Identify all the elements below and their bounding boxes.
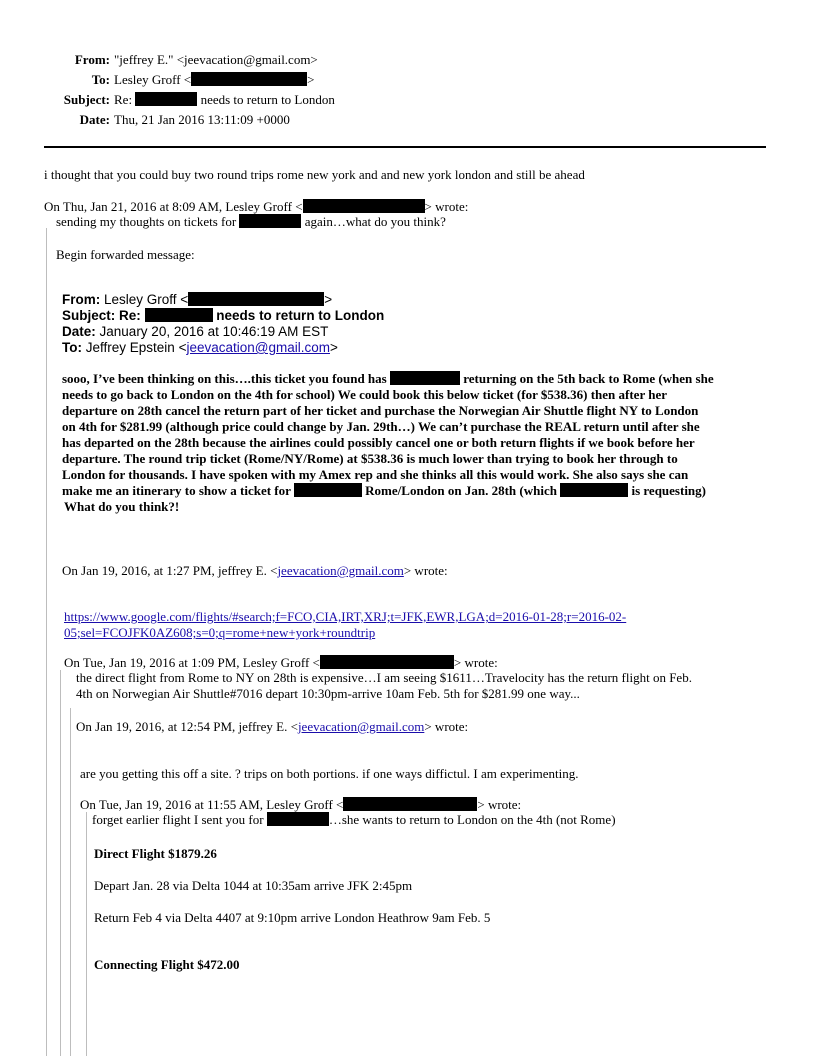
quote-bar-level-2 xyxy=(60,670,61,1056)
body-line: i thought that you could buy two round trips rome new york and and new york london and still be ahead xyxy=(44,167,585,182)
bold-line-8 xyxy=(62,483,706,499)
flights-url-line2[interactable]: 05;sel=FCOJFK0AZ608;s=0;q=rome+new+york+roundtrip xyxy=(64,625,376,640)
quote5-line1-prefix: forget earlier flight I sent you for xyxy=(92,812,264,827)
bold-line-4: on 4th for $281.99 (although price could change by Jan. 29th…) We can’t purchase the REAL return until after she xyxy=(62,419,700,434)
bold-line-3: departure on 28th cancel the return part of her ticket and purchase the Norwegian Air Shuttle flight NY to London xyxy=(62,403,699,418)
fwd-subject xyxy=(62,308,384,323)
fwd-from-label: From: xyxy=(62,292,101,307)
bold-line-5: has departed on the 28th because the airlines could possibly cancel one or both return flights if we book before her xyxy=(62,435,695,450)
fwd-subject-label: Subject: Re: xyxy=(62,308,141,323)
begin-forwarded: Begin forwarded message: xyxy=(56,247,195,262)
quote3-attrib-prefix: On Tue, Jan 19, 2016 at 1:09 PM, Lesley Groff < xyxy=(64,655,320,670)
redaction-box xyxy=(320,655,454,669)
quote4-attrib-prefix: On Jan 19, 2016, at 12:54 PM, jeffrey E. < xyxy=(76,719,298,734)
to-value xyxy=(114,72,314,88)
quote5-attrib-prefix: On Tue, Jan 19, 2016 at 11:55 AM, Lesley Groff < xyxy=(80,797,344,812)
quote1-attrib-suffix: > wrote: xyxy=(424,199,469,214)
to-value-prefix: Lesley Groff < xyxy=(114,72,192,87)
quote4-attribution xyxy=(76,719,468,735)
redaction-box xyxy=(191,72,307,86)
bold-line-8a: make me an itinerary to show a ticket for xyxy=(62,483,291,498)
direct-flight-heading: Direct Flight $1879.26 xyxy=(94,846,217,861)
to-label: To: xyxy=(91,72,110,87)
bold-line-8b: Rome/London on Jan. 28th (which xyxy=(365,483,557,498)
fwd-date-value: January 20, 2016 at 10:46:19 AM EST xyxy=(99,324,329,339)
bold-line-1b: returning on the 5th back to Rome (when she xyxy=(463,371,714,386)
fwd-subject-suffix: needs to return to London xyxy=(216,308,385,323)
redaction-box xyxy=(390,371,460,385)
bold-line-9: What do you think?! xyxy=(64,499,180,514)
quote3-line2: 4th on Norwegian Air Shuttle#7016 depart 10:30pm-arrive 10am Feb. 5th for $281.99 one way... xyxy=(76,686,580,701)
quote5-attribution xyxy=(80,797,521,813)
quote4-attrib-suffix: > wrote: xyxy=(424,719,469,734)
fwd-date-label: Date: xyxy=(62,324,96,339)
quote1-attribution xyxy=(44,199,468,215)
subject-value xyxy=(114,92,335,108)
quote3-attribution xyxy=(64,655,498,671)
quote2-attribution xyxy=(62,563,448,579)
to-value-suffix: > xyxy=(307,72,315,87)
fwd-date xyxy=(62,324,328,339)
redaction-box xyxy=(135,92,197,106)
fwd-to-email-link[interactable]: jeevacation@gmail.com xyxy=(186,340,330,355)
quote2-attrib-suffix: > wrote: xyxy=(403,563,448,578)
quote5-line1 xyxy=(92,812,616,828)
bold-line-1 xyxy=(62,371,714,387)
fwd-from-prefix: Lesley Groff < xyxy=(104,292,189,307)
header-divider xyxy=(44,146,766,148)
from-label: From: xyxy=(74,52,110,67)
quote1-line1-prefix: sending my thoughts on tickets for xyxy=(56,214,237,229)
subject-prefix: Re: xyxy=(114,92,133,107)
bold-line-2: needs to go back to London on the 4th for school) We could book this below ticket (for $538.36) then after her xyxy=(62,387,667,402)
redaction-box xyxy=(267,812,329,826)
depart-line: Depart Jan. 28 via Delta 1044 at 10:35am arrive JFK 2:45pm xyxy=(94,878,413,893)
date-value: Thu, 21 Jan 2016 13:11:09 +0000 xyxy=(114,112,290,127)
bold-line-1a: sooo, I’ve been thinking on this….this ticket you found has xyxy=(62,371,387,386)
redaction-box xyxy=(303,199,425,213)
quote4-email-link[interactable]: jeevacation@gmail.com xyxy=(297,719,425,734)
redaction-box xyxy=(294,483,362,497)
quote1-attrib-prefix: On Thu, Jan 21, 2016 at 8:09 AM, Lesley Groff < xyxy=(44,199,303,214)
quote1-line1 xyxy=(56,214,446,230)
redaction-box xyxy=(188,292,324,306)
connecting-flight-heading: Connecting Flight $472.00 xyxy=(94,957,240,972)
quote2-attrib-prefix: On Jan 19, 2016, at 1:27 PM, jeffrey E. < xyxy=(62,563,278,578)
from-value: "jeffrey E." <jeevacation@gmail.com> xyxy=(114,52,318,67)
redaction-box xyxy=(560,483,628,497)
bold-line-8c: is requesting) xyxy=(631,483,706,498)
return-line: Return Feb 4 via Delta 4407 at 9:10pm arrive London Heathrow 9am Feb. 5 xyxy=(94,910,491,925)
quote5-attrib-suffix: > wrote: xyxy=(477,797,522,812)
quote-bar-level-3 xyxy=(70,708,71,1056)
redaction-box xyxy=(145,308,213,322)
date-label: Date: xyxy=(79,112,110,127)
flights-url-line1[interactable]: https://www.google.com/flights/#search;f=FCO,CIA,IRT,XRJ;t=JFK,EWR,LGA;d=2016-01-28;r=2016-02- xyxy=(64,609,627,624)
quote3-line1: the direct flight from Rome to NY on 28th is expensive…I am seeing $1611…Travelocity has the return flight on Feb. xyxy=(76,670,692,685)
redaction-box xyxy=(239,214,301,228)
quote4-line1: are you getting this off a site. ? trips on both portions. if one ways diffictul. I am experimenting. xyxy=(80,766,579,781)
quote3-attrib-suffix: > wrote: xyxy=(453,655,498,670)
quote2-email-link[interactable]: jeevacation@gmail.com xyxy=(277,563,404,578)
fwd-to-label: To: xyxy=(62,340,82,355)
subject-suffix: needs to return to London xyxy=(200,92,335,107)
fwd-from-suffix: > xyxy=(324,292,333,307)
fwd-from xyxy=(62,292,332,307)
fwd-to-prefix: Jeffrey Epstein < xyxy=(85,340,187,355)
subject-label: Subject: xyxy=(63,92,110,107)
quote1-line1-suffix: again…what do you think? xyxy=(304,214,446,229)
quote-bar-level-1 xyxy=(46,228,47,1056)
redaction-box xyxy=(343,797,477,811)
bold-line-6: departure. The round trip ticket (Rome/NY/Rome) at $538.36 is much lower than trying to book her through to xyxy=(62,451,678,466)
quote5-line1-suffix: …she wants to return to London on the 4th (not Rome) xyxy=(328,812,616,827)
fwd-to xyxy=(62,340,338,355)
bold-line-7: London for thousands. I have spoken with my Amex rep and she thinks all this would work. She also says she can xyxy=(62,467,689,482)
quote-bar-level-4 xyxy=(86,812,87,1056)
fwd-to-suffix: > xyxy=(329,340,338,355)
